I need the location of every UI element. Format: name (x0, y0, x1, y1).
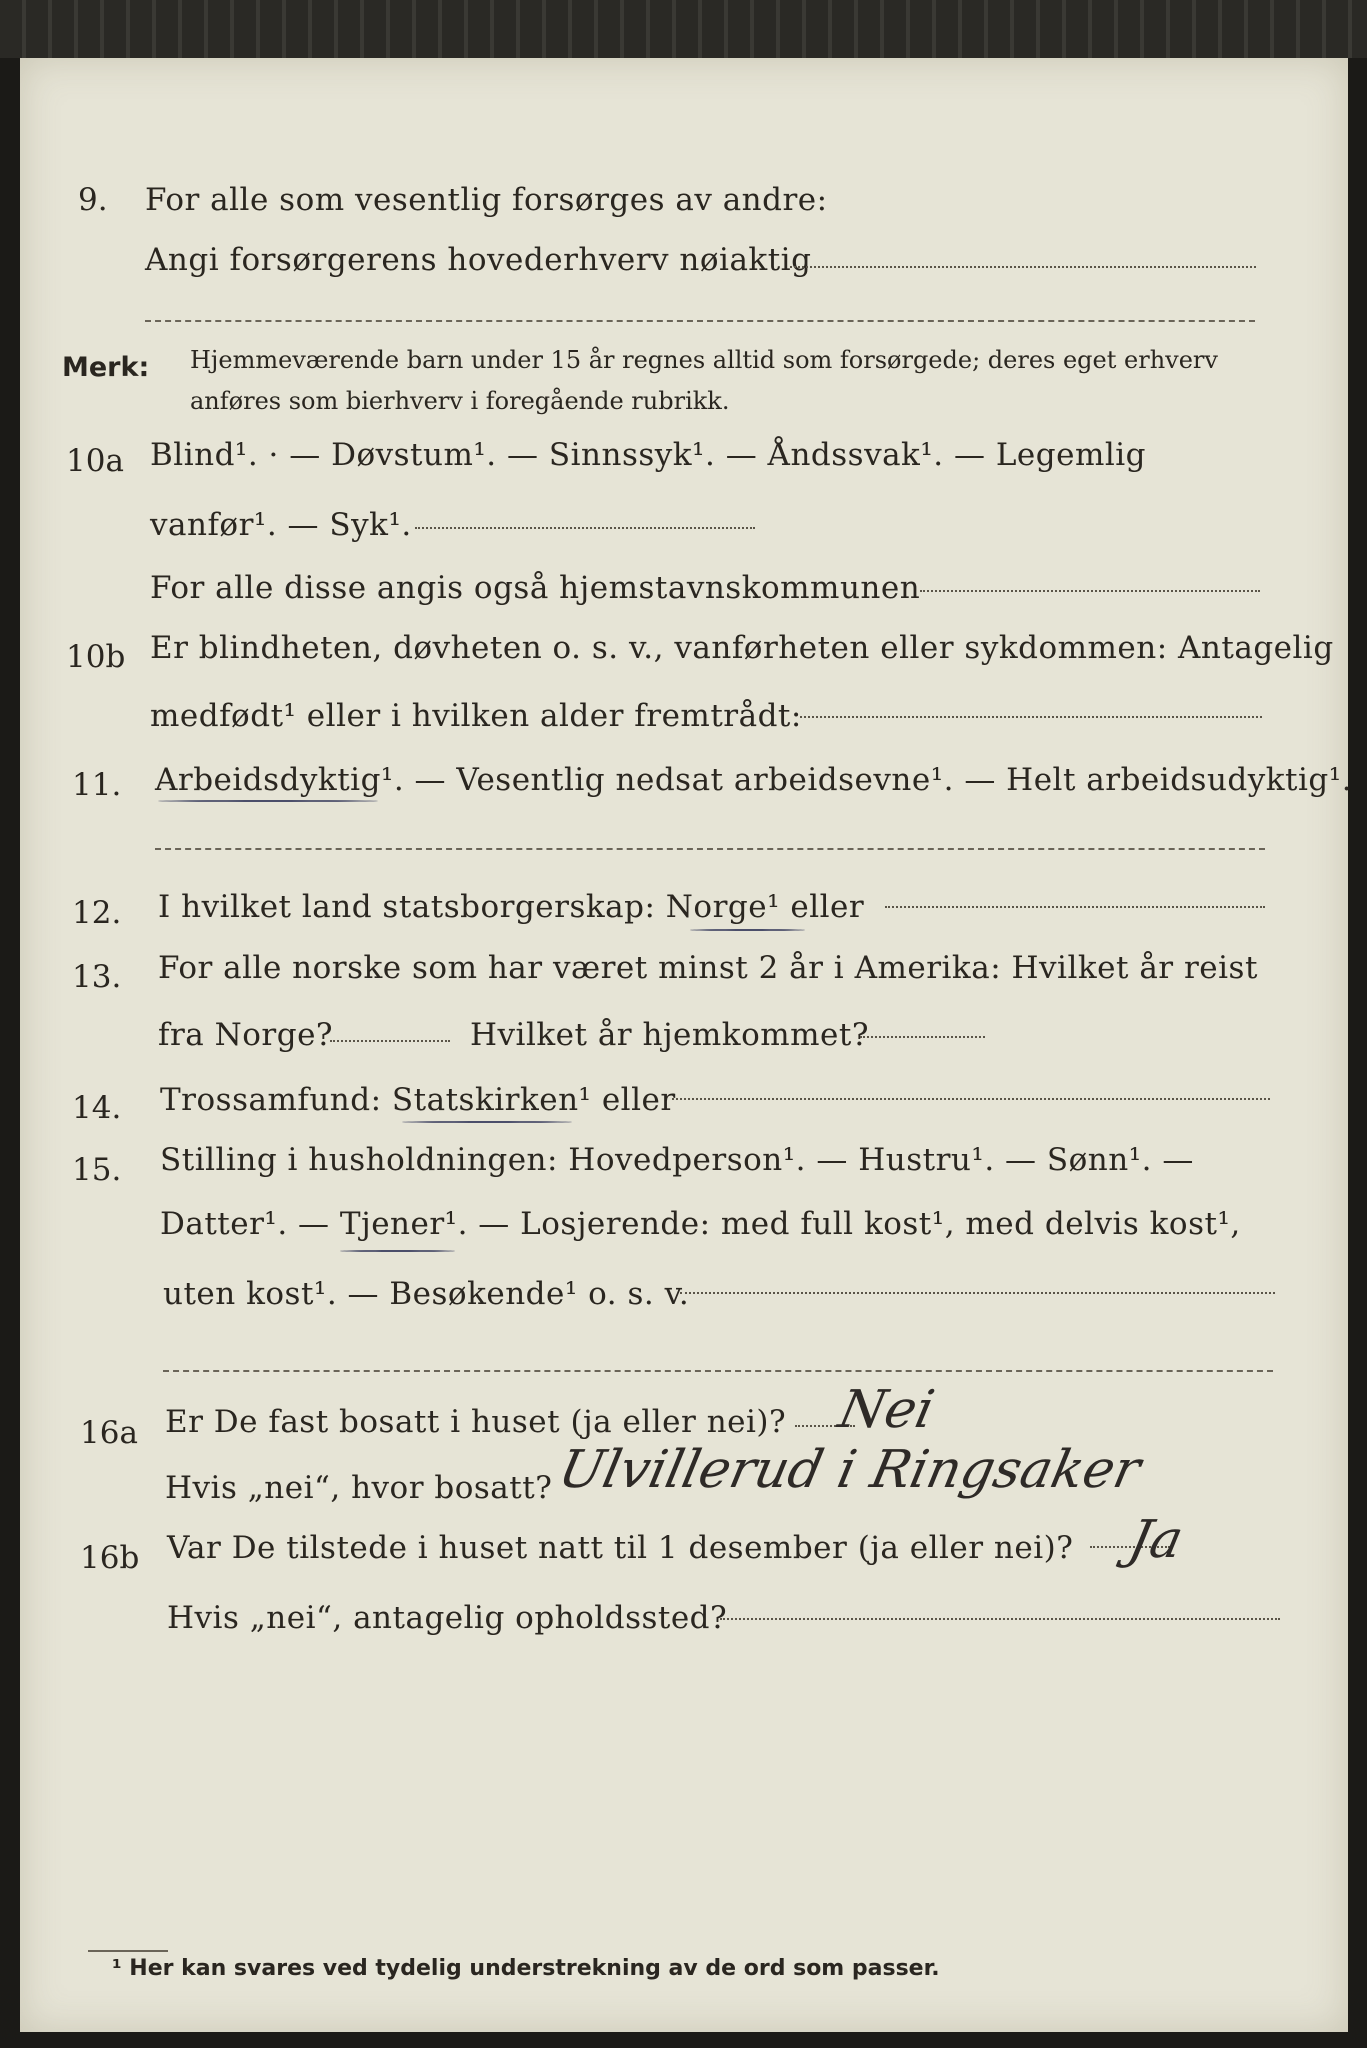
question-12-text: I hvilket land statsborgerskap: Norge¹ eller (158, 889, 865, 925)
scan-top-edge (0, 0, 1367, 58)
question-15-text-3: uten kost¹. — Besøkende¹ o. s. v. (163, 1276, 690, 1312)
question-10b-text: Er blindheten, døvheten o. s. v., vanførheten eller sykdommen: Antagelig (150, 630, 1334, 666)
question-10a-answer-line[interactable] (415, 527, 755, 529)
note-text-line-1: Hjemmeværende barn under 15 år regnes alltid som forsørgede; deres eget erhverv (190, 346, 1218, 374)
question-11-underline-mark (158, 800, 378, 802)
question-10a-text: Blind¹. · — Døvstum¹. — Sinnssyk¹. — Åndssvak¹. — Legemlig (150, 437, 1147, 473)
question-14-answer-line[interactable] (672, 1098, 1270, 1100)
footnote-rule (88, 1950, 168, 1952)
question-11-number: 11. (72, 767, 122, 803)
question-16a-text: Er De fast bosatt i huset (ja eller nei)? (165, 1404, 787, 1440)
question-16b-answer-line-2[interactable] (720, 1618, 1280, 1620)
question-15-number: 15. (72, 1152, 122, 1188)
question-10b-text-2: medfødt¹ eller i hvilken alder fremtrådt: (150, 698, 802, 734)
question-13-year-left-line[interactable] (330, 1040, 450, 1042)
question-10a-number: 10a (66, 443, 124, 479)
question-16b-text-2: Hvis „nei“, antagelig opholdssted? (167, 1600, 728, 1636)
question-15-underline-mark (340, 1250, 455, 1252)
question-16b-answer-handwritten: Ja (1123, 1510, 1189, 1570)
question-12-underline-mark (690, 929, 805, 931)
question-11-answer-line[interactable] (155, 848, 1265, 850)
question-14-text: Trossamfund: Statskirken¹ eller (160, 1082, 676, 1118)
question-13-year-returned-line[interactable] (860, 1036, 985, 1038)
question-9-answer-line[interactable] (790, 266, 1256, 268)
question-16a-residence-handwritten: Ulvillerud i Ringsaker (553, 1440, 1146, 1500)
question-9-subtext: Angi forsørgerens hovederhverv nøiaktig (145, 242, 812, 278)
question-14-number: 14. (72, 1090, 122, 1126)
question-10b-answer-line[interactable] (800, 716, 1262, 718)
question-16a-answer-handwritten: Nei (833, 1380, 940, 1440)
question-16b-text: Var De tilstede i huset natt til 1 desember (ja eller nei)? (167, 1530, 1074, 1566)
question-12-answer-line[interactable] (885, 906, 1265, 908)
question-16b-number: 16b (80, 1540, 140, 1576)
question-16a-text-2: Hvis „nei“, hvor bosatt? (165, 1470, 553, 1506)
question-10a-text-3: For alle disse angis også hjemstavnskommunen (150, 570, 921, 606)
question-10b-number: 10b (66, 639, 126, 675)
question-9-answer-line-2[interactable] (145, 320, 1255, 322)
question-13-text-2b: Hvilket år hjemkommet? (470, 1017, 869, 1053)
question-16a-number: 16a (80, 1415, 138, 1451)
question-15-answer-line[interactable] (680, 1292, 1275, 1294)
question-13-text: For alle norske som har været minst 2 år i Amerika: Hvilket år reist (158, 950, 1258, 986)
question-10a-hometown-line[interactable] (920, 590, 1260, 592)
question-15-answer-line-2[interactable] (163, 1370, 1273, 1372)
question-14-underline-mark (402, 1121, 572, 1123)
footnote-text: ¹ Her kan svares ved tydelig understrekning av de ord som passer. (112, 1956, 940, 1981)
question-10a-text-2: vanfør¹. — Syk¹. (150, 507, 412, 543)
note-text-line-2: anføres som bierhverv i foregående rubrikk. (190, 387, 730, 415)
question-15-text: Stilling i husholdningen: Hovedperson¹. — Hustru¹. — Sønn¹. — (160, 1142, 1194, 1178)
question-13-text-2a: fra Norge? (158, 1017, 334, 1053)
question-9-text: For alle som vesentlig forsørges av andre: (145, 182, 828, 218)
question-15-text-2: Datter¹. — Tjener¹. — Losjerende: med full kost¹, med delvis kost¹, (160, 1206, 1241, 1242)
question-9-number: 9. (78, 182, 108, 218)
note-label: Merk: (62, 352, 150, 383)
question-13-number: 13. (72, 959, 122, 995)
question-12-number: 12. (72, 895, 122, 931)
question-11-text: Arbeidsdyktig¹. — Vesentlig nedsat arbeidsevne¹. — Helt arbeidsudyktig¹. (155, 762, 1353, 798)
